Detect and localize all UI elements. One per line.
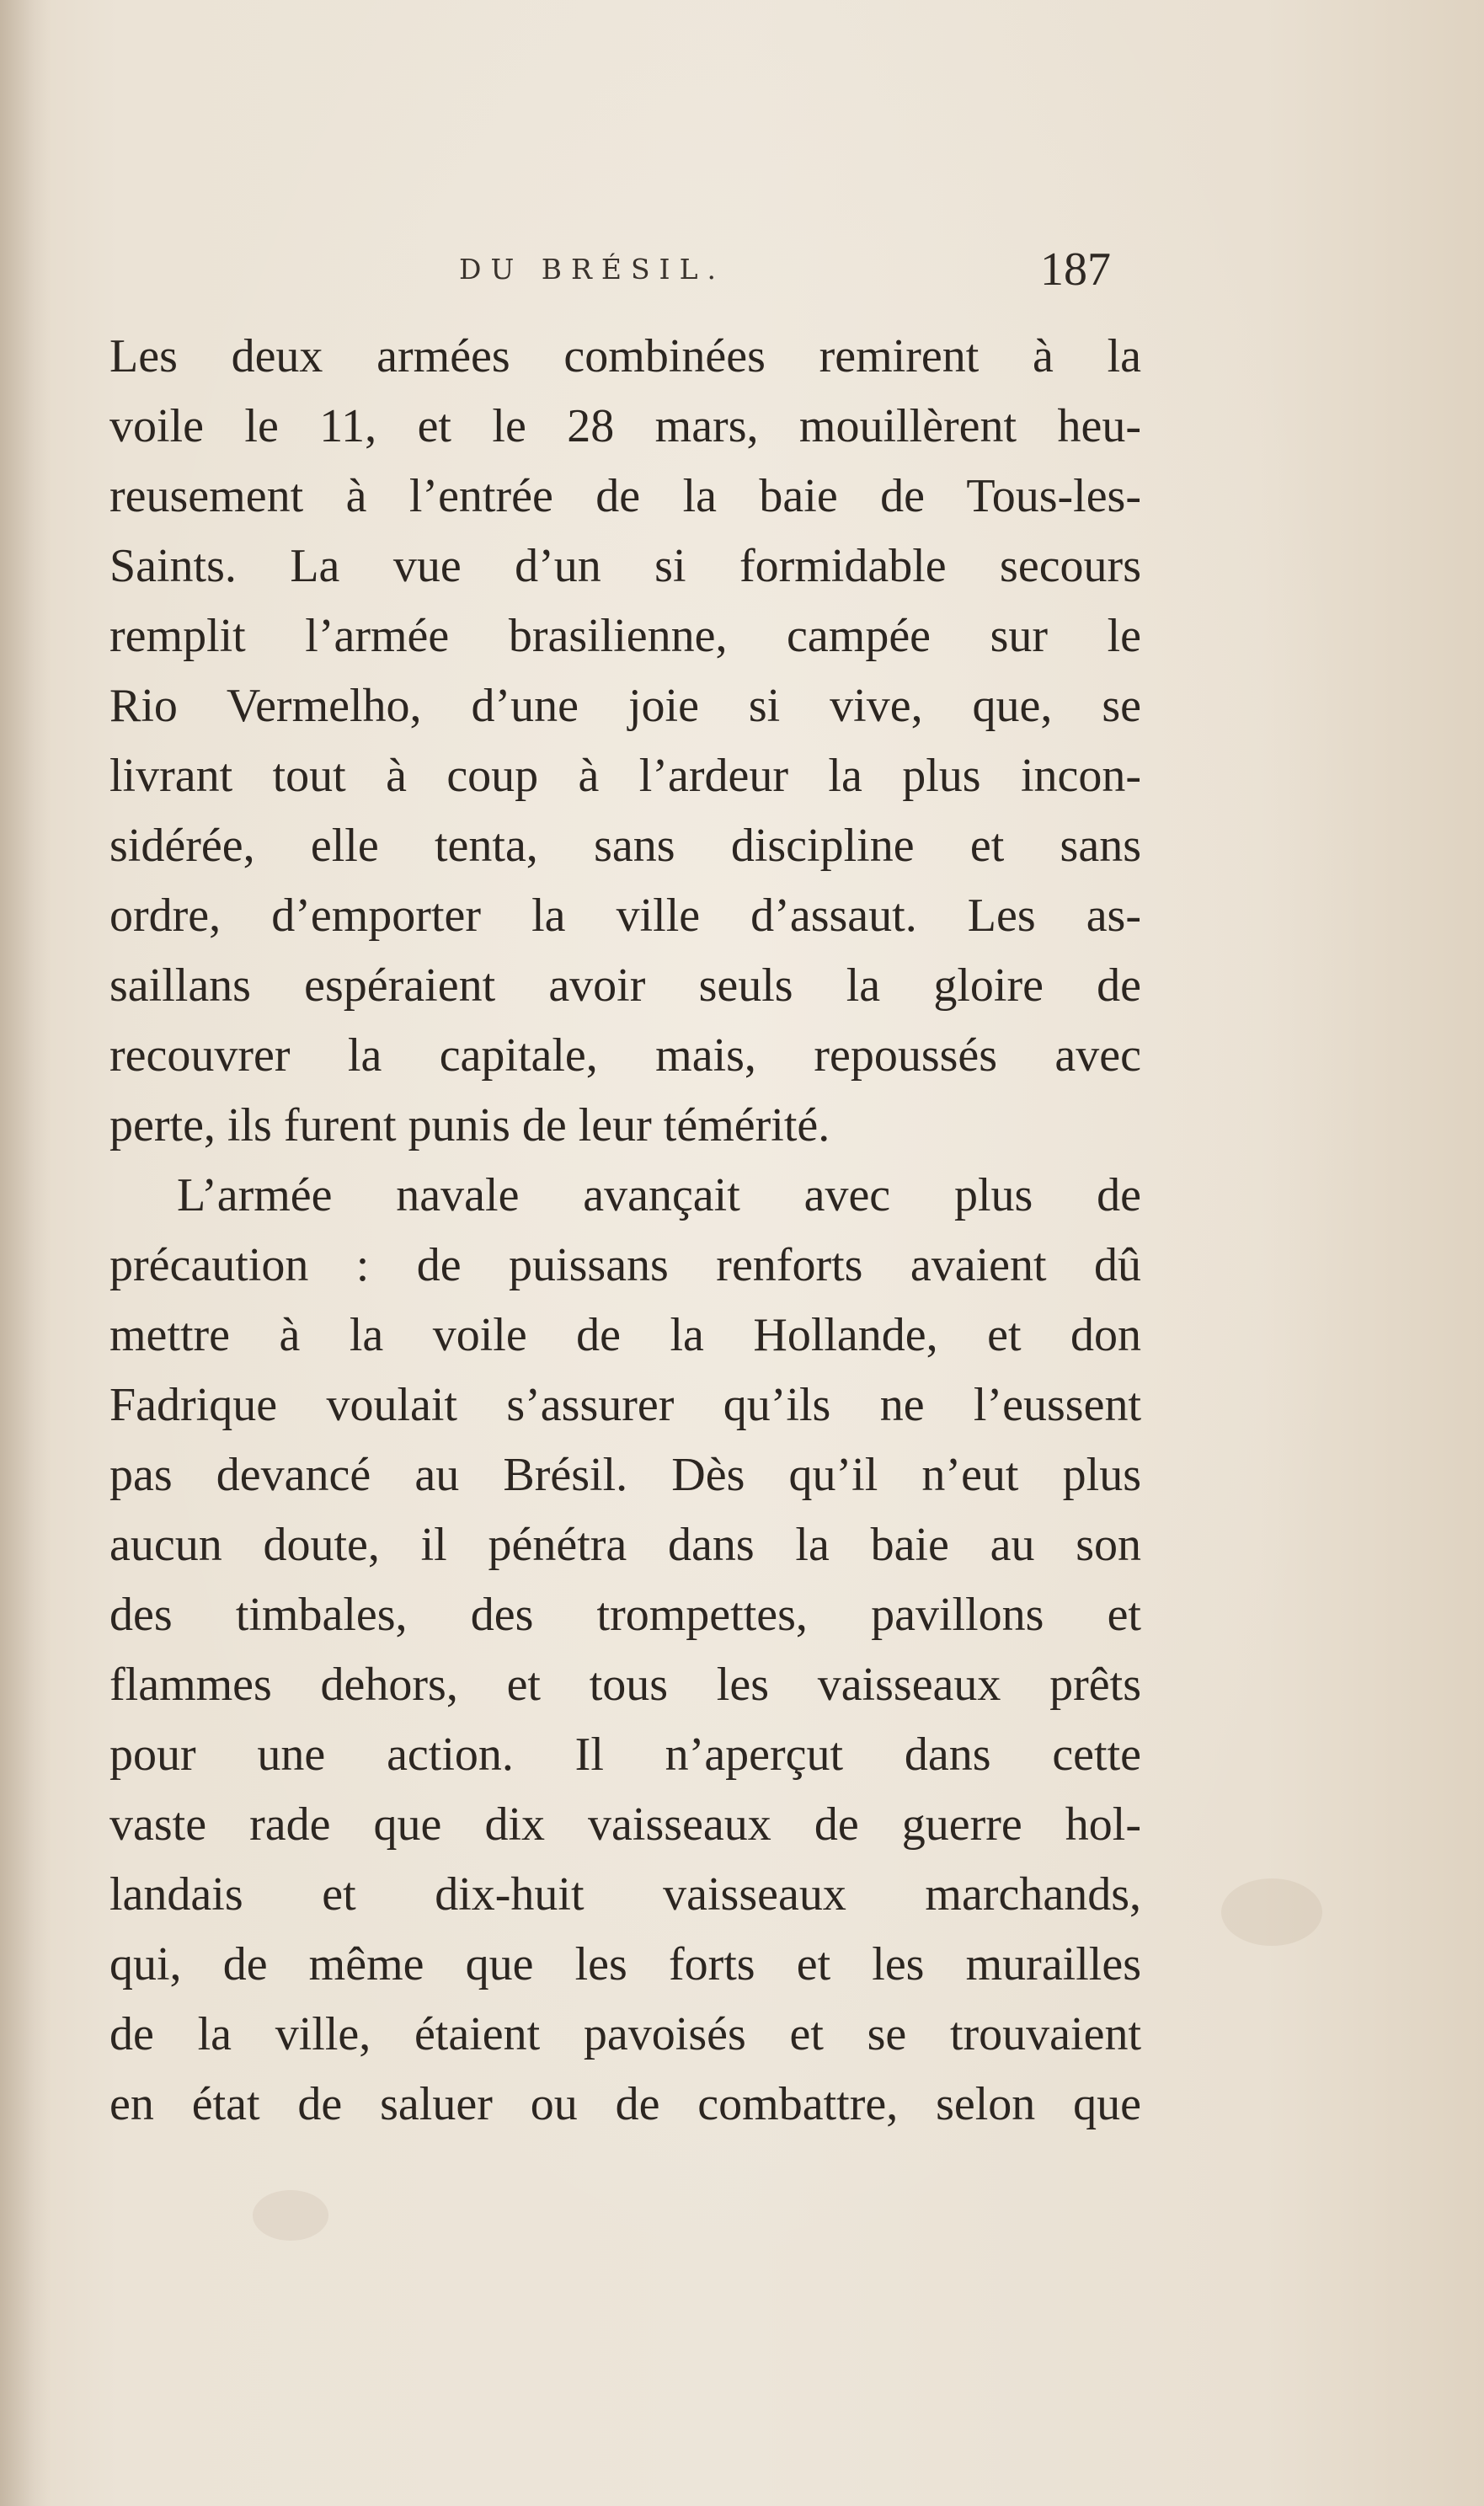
page-number: 187 [1040,243,1111,296]
paper-stain [253,2190,328,2241]
paper-stain [1221,1878,1322,1946]
text-line: Saints. La vue d’un si formidable secours [109,540,1141,592]
running-title: DU BRÉSIL. [459,253,725,286]
text-line: saillans espéraient avoir seuls la gloire de [109,959,1141,1012]
text-line: vaste rade que dix vaisseaux de guerre hol- [109,1798,1141,1851]
text-line: aucun doute, il pénétra dans la baie au son [109,1519,1141,1571]
text-line: voile le 11, et le 28 mars, mouillèrent heu- [109,400,1141,452]
text-line: livrant tout à coup à l’ardeur la plus incon- [109,750,1141,802]
text-line: qui, de même que les forts et les murailles [109,1938,1141,1990]
text-line: flammes dehors, et tous les vaisseaux prêts [109,1659,1141,1711]
text-line: Fadrique voulait s’assurer qu’ils ne l’eussent [109,1379,1141,1431]
text-line: recouvrer la capitale, mais, repoussés avec [109,1029,1141,1082]
text-line: remplit l’armée brasilienne, campée sur le [109,610,1141,662]
text-line: landais et dix-huit vaisseaux marchands, [109,1868,1141,1921]
text-line: Rio Vermelho, d’une joie si vive, que, se [109,680,1141,732]
text-line: sidérée, elle tenta, sans discipline et sans [109,820,1141,872]
text-line: Les deux armées combinées remirent à la [109,330,1141,382]
page-fold-shadow [0,0,51,2506]
text-line: précaution : de puissans renforts avaient dû [109,1239,1141,1291]
text-line: L’armée navale avançait avec plus de [177,1169,1141,1221]
body-text [109,322,1141,2140]
text-line: ordre, d’emporter la ville d’assaut. Les as- [109,890,1141,942]
text-line: pour une action. Il n’aperçut dans cette [109,1729,1141,1781]
paragraph-2 [109,1161,1141,2140]
text-line: mettre à la voile de la Hollande, et don [109,1309,1141,1361]
paragraph-1 [109,322,1141,1161]
text-line: en état de saluer ou de combattre, selon que [109,2078,1141,2130]
text-line: pas devancé au Brésil. Dès qu’il n’eut plus [109,1449,1141,1501]
text-line: perte, ils furent punis de leur témérité. [109,1099,830,1151]
text-line: reusement à l’entrée de la baie de Tous-les- [109,470,1141,522]
text-line: des timbales, des trompettes, pavillons et [109,1589,1141,1641]
page-header [0,243,1484,303]
text-line: de la ville, étaient pavoisés et se trouvaient [109,2008,1141,2060]
